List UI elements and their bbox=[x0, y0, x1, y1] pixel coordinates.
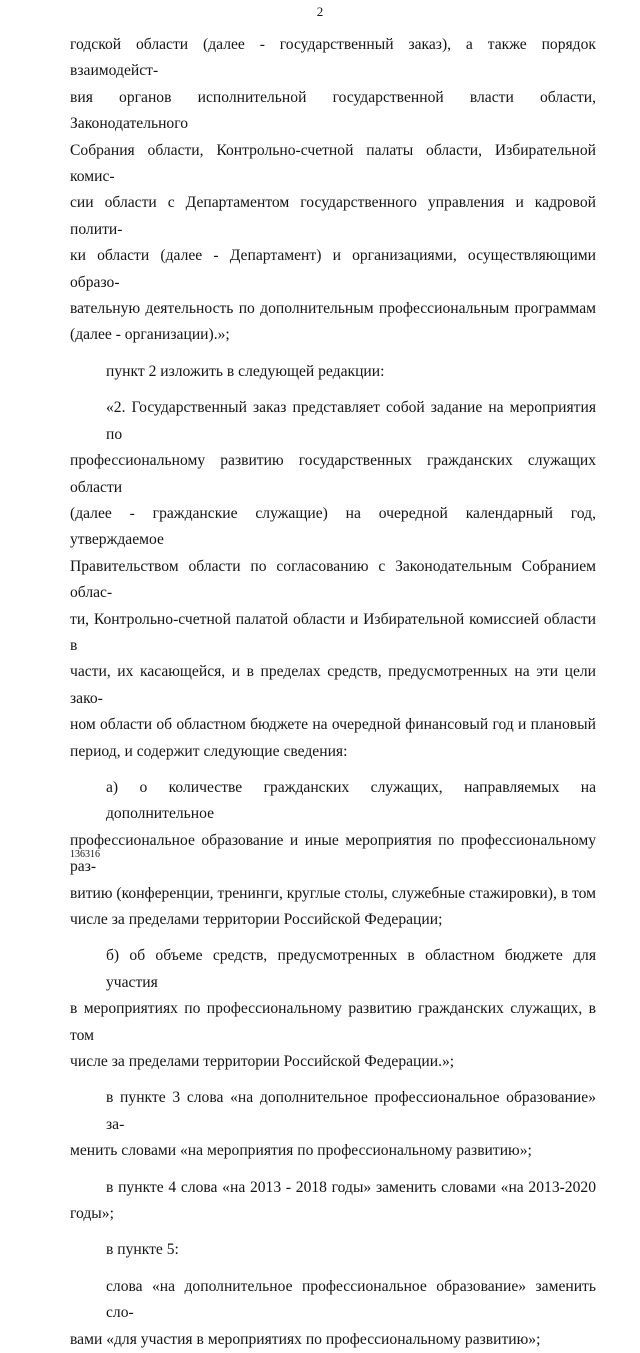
text-line: ки области (далее - Департамент) и организациями, осуществляющими образо- bbox=[70, 247, 596, 291]
text-line: Собрания области, Контрольно-счетной палаты области, Избирательной комис- bbox=[70, 141, 596, 186]
text-line: ном области об областном бюджете на очередной финансовый год и плановый bbox=[70, 716, 596, 734]
text-line: вами «для участия в мероприятиях по профессиональному развитию»; bbox=[70, 1330, 541, 1348]
document-code: 136316 bbox=[70, 849, 100, 860]
text-line: слова «на дополнительное профессиональное образование» заменить сло- bbox=[106, 1277, 596, 1322]
document-body bbox=[70, 32, 596, 1353]
text-line: в пункте 4 слова «на 2013 - 2018 годы» заменить словами «на 2013-2020 bbox=[106, 1178, 596, 1196]
text-line: сии области с Департаментом государственного управления и кадровой полити- bbox=[70, 194, 596, 238]
text-line: (далее - организации).»; bbox=[70, 326, 230, 344]
text-line: витию (конференции, тренинги, круглые столы, служебные стажировки), в том bbox=[70, 884, 597, 902]
paragraph-gap bbox=[70, 765, 596, 775]
text-line: числе за пределами территории Российской Федерации; bbox=[70, 911, 443, 928]
paragraph-gap bbox=[70, 349, 596, 359]
paragraph-gap bbox=[70, 1165, 596, 1175]
text-line: а) о количестве гражданских служащих, направляемых на дополнительное bbox=[106, 778, 596, 823]
text-line: Правительством области по согласованию с Законодательным Собранием облас- bbox=[70, 557, 596, 602]
text-line: части, их касающейся, и в пределах средств, предусмотренных на эти цели зако- bbox=[70, 663, 596, 707]
text-line: в мероприятиях по профессиональному развитию гражданских служащих, в том bbox=[70, 1000, 596, 1044]
text-line: менить словами «на мероприятия по профессиональному развитию»; bbox=[70, 1142, 532, 1160]
text-line: профессиональному развитию государственных гражданских служащих области bbox=[70, 452, 596, 496]
text-line: пункт 2 изложить в следующей редакции: bbox=[106, 362, 385, 380]
paragraph-gap bbox=[70, 385, 596, 395]
page-number: 2 bbox=[316, 4, 324, 19]
text-line: б) об объеме средств, предусмотренных в областном бюджете для участия bbox=[106, 947, 596, 991]
text-line: числе за пределами территории Российской Федерации.»; bbox=[70, 1053, 455, 1071]
text-line: в пункте 3 слова «на дополнительное профессиональное образование» за- bbox=[106, 1089, 596, 1133]
text-line: «2. Государственный заказ представляет собой задание на мероприятия по bbox=[106, 399, 596, 443]
text-line: годы»; bbox=[70, 1205, 114, 1223]
text-line: в пункте 5: bbox=[106, 1241, 179, 1259]
text-line: вательную деятельность по дополнительным профессиональным программам bbox=[70, 300, 596, 318]
text-line: период, и содержит следующие сведения: bbox=[70, 742, 348, 760]
paragraph-gap bbox=[70, 1075, 596, 1085]
text-line: вия органов исполнительной государственной власти области, Законодательного bbox=[70, 88, 596, 133]
text-line: годской области (далее - государственный заказ), а также порядок взаимодейст- bbox=[70, 36, 596, 80]
paragraph-gap bbox=[70, 933, 596, 943]
text-line: (далее - гражданские служащие) на очередной календарный год, утверждаемое bbox=[70, 504, 596, 549]
paragraph-gap bbox=[70, 1227, 596, 1237]
text-line: ти, Контрольно-счетной палатой области и Избирательной комиссией области в bbox=[70, 610, 596, 654]
paragraph-gap bbox=[70, 1264, 596, 1274]
text-line: профессиональное образование и иные мероприятия по профессиональному раз- bbox=[70, 831, 596, 876]
